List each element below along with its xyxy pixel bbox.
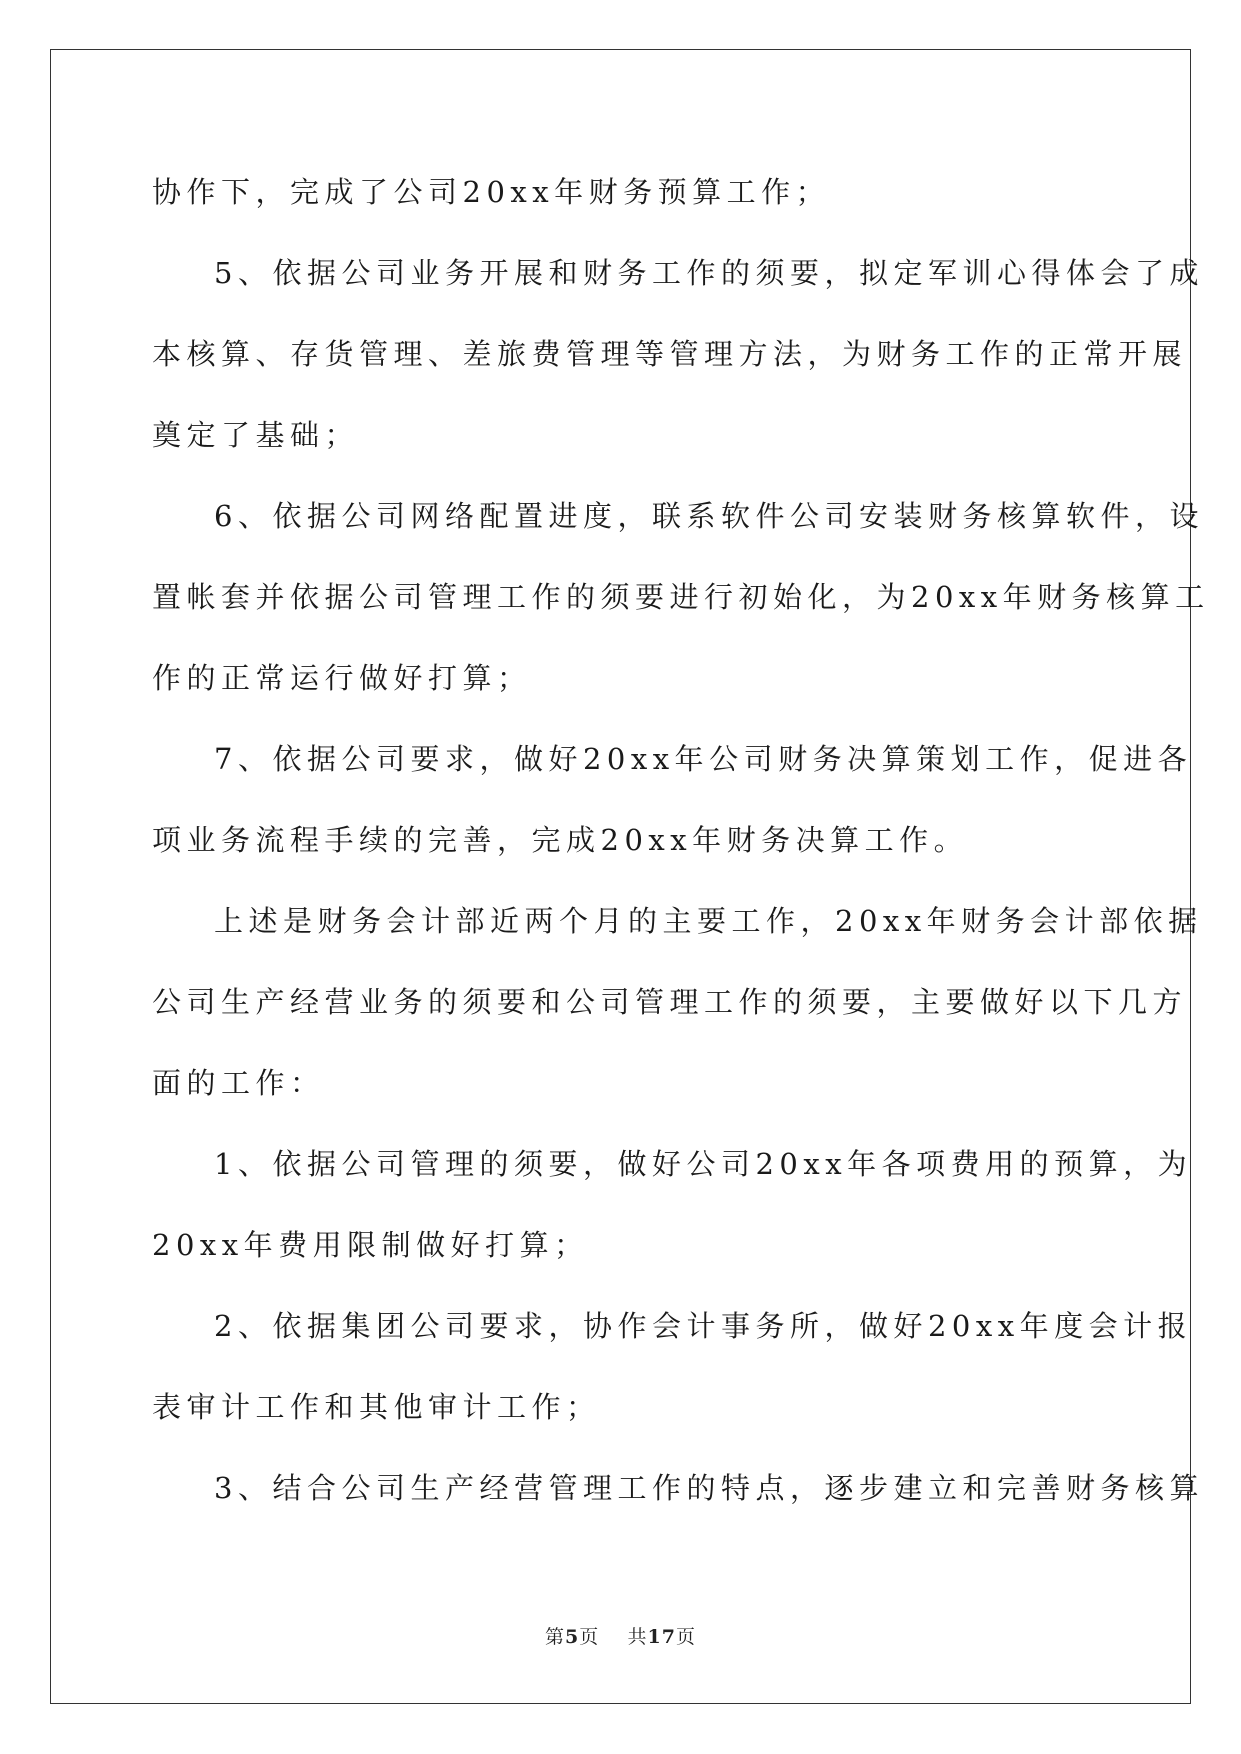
page-footer xyxy=(0,1622,1241,1649)
text-line: 7、依据公司要求，做好20xx年公司财务决算策划工作，促进各 xyxy=(214,742,1193,776)
text-line: 5、依据公司业务开展和财务工作的须要，拟定军训心得体会了成 xyxy=(214,256,1204,290)
footer-total-prefix: 共 xyxy=(627,1626,648,1648)
document-body xyxy=(152,152,1210,1529)
text-line: 2、依据集团公司要求，协作会计事务所，做好20xx年度会计报 xyxy=(214,1309,1193,1343)
footer-total-suffix: 页 xyxy=(675,1626,696,1648)
text-line: 3、结合公司生产经营管理工作的特点，逐步建立和完善财务核算 xyxy=(214,1471,1204,1505)
page-number: 5 xyxy=(565,1626,580,1648)
text-line: 20xx年费用限制做好打算； xyxy=(152,1228,589,1262)
footer-prefix: 第 xyxy=(545,1626,566,1648)
text-line: 6、依据公司网络配置进度，联系软件公司安装财务核算软件，设 xyxy=(214,499,1204,533)
text-line: 面的工作： xyxy=(152,1066,325,1100)
text-line: 置帐套并依据公司管理工作的须要进行初始化，为20xx年财务核算工 xyxy=(152,580,1210,614)
text-line: 奠定了基础； xyxy=(152,418,360,452)
text-line: 上述是财务会计部近两个月的主要工作，20xx年财务会计部依据 xyxy=(214,904,1203,938)
text-line: 项业务流程手续的完善，完成20xx年财务决算工作。 xyxy=(152,823,969,857)
text-line: 表审计工作和其他审计工作； xyxy=(152,1390,601,1424)
total-pages: 17 xyxy=(647,1626,676,1648)
text-line: 公司生产经营业务的须要和公司管理工作的须要，主要做好以下几方 xyxy=(152,985,1188,1019)
text-line: 1、依据公司管理的须要，做好公司20xx年各项费用的预算，为 xyxy=(214,1147,1193,1181)
text-line: 本核算、存货管理、差旅费管理等管理方法，为财务工作的正常开展 xyxy=(152,337,1188,371)
footer-page-suffix: 页 xyxy=(579,1626,600,1648)
text-line: 作的正常运行做好打算； xyxy=(152,661,532,695)
text-line: 协作下，完成了公司20xx年财务预算工作； xyxy=(152,175,831,209)
